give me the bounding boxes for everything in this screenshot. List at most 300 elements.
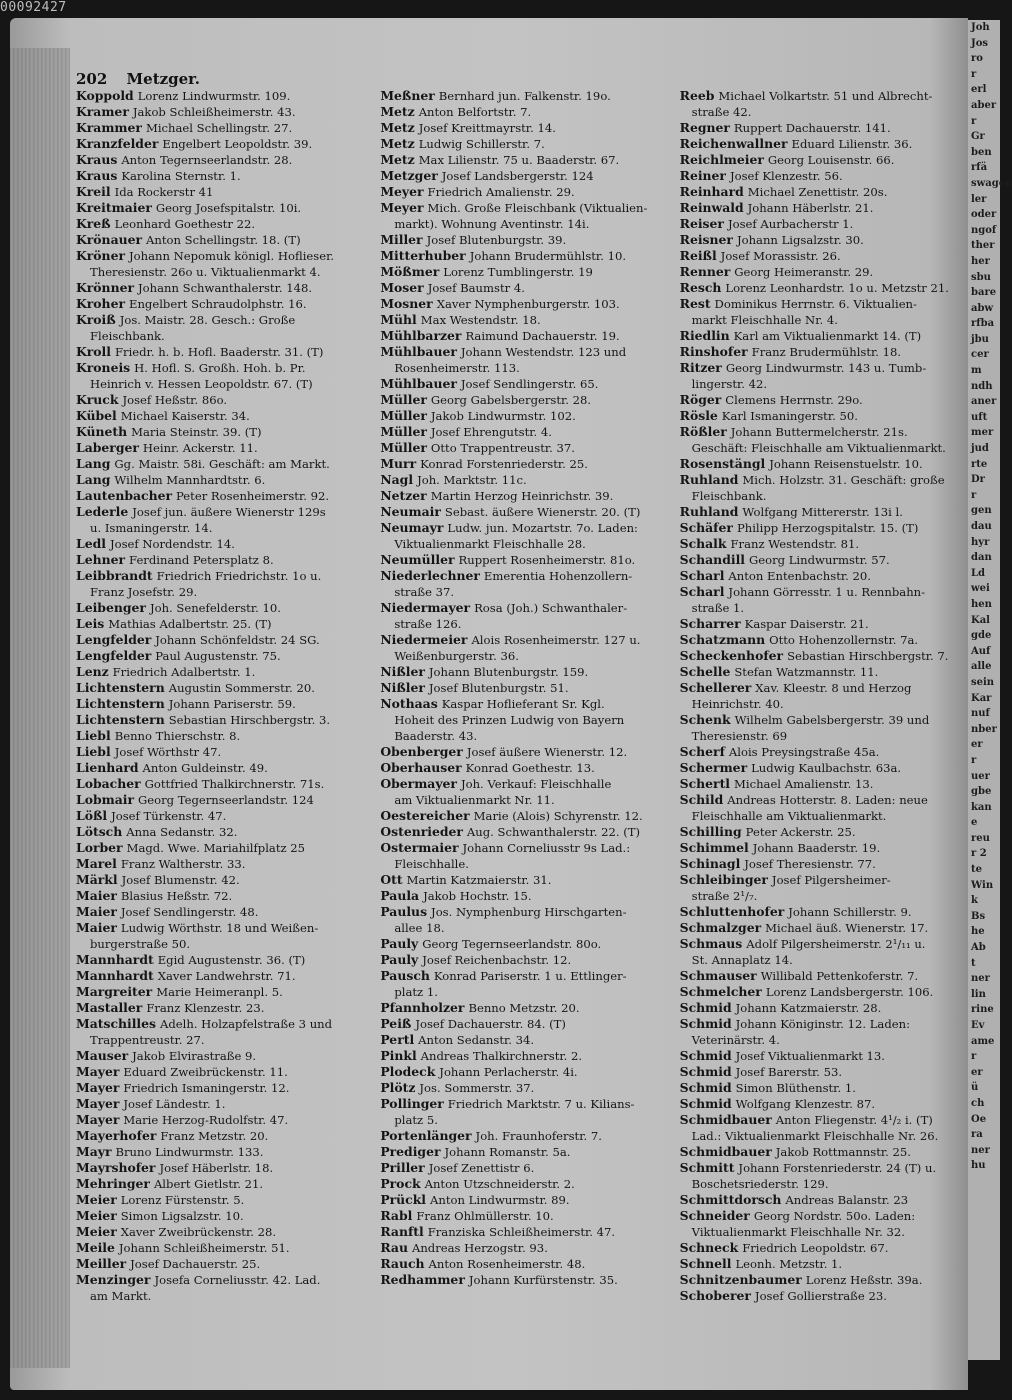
next-page-fragment: r 2	[971, 848, 987, 860]
entry-first-line	[680, 456, 966, 472]
entry-first-line	[380, 136, 673, 152]
entry-name: Oestereicher	[380, 808, 470, 823]
entry-name: Resch	[679, 280, 722, 295]
next-page-fragment: uer	[971, 770, 990, 782]
entry-detail: Friedrich Marktstr. 7 u. Kilians-	[447, 1097, 635, 1111]
entry-first-line	[380, 328, 673, 344]
entry-name: Ruhland	[679, 504, 739, 519]
entry-detail: Kaspar Hoflieferant Sr. Kgl.	[441, 697, 605, 711]
directory-entry	[76, 1160, 372, 1176]
next-page-fragment: dan	[971, 552, 992, 564]
entry-continuation: straße 37.	[394, 585, 455, 599]
entry-first-line	[76, 872, 372, 888]
entry-name: Schleibinger	[679, 872, 768, 887]
entry-detail: Johann Schleißheimerstr. 51.	[118, 1241, 290, 1255]
entry-name: Oberhauser	[380, 760, 462, 775]
entry-detail: Anton Fliegenstr. 4¹/₂ i. (T)	[775, 1113, 933, 1127]
entry-continuation: Hoheit des Prinzen Ludwig von Bayern	[394, 713, 625, 727]
directory-entry	[380, 440, 673, 456]
entry-detail: Michael Kaiserstr. 34.	[120, 409, 250, 423]
entry-name: Schluttenhofer	[679, 904, 785, 919]
entry-detail: Lorenz Heßstr. 39a.	[805, 1273, 923, 1287]
entry-continuation: Viktualienmarkt Fleischhalle Nr. 32.	[691, 1225, 905, 1239]
entry-first-line	[380, 1096, 673, 1112]
directory-entry	[680, 840, 966, 856]
entry-detail: Ruppert Rosenheimerstr. 81o.	[458, 553, 636, 567]
entry-detail: Josef Dachauerstr. 25.	[130, 1257, 261, 1271]
directory-entry	[380, 280, 673, 296]
entry-detail: Joh. Verkauf: Fleischhalle	[460, 777, 612, 791]
entry-first-line	[680, 328, 966, 344]
entry-first-line	[680, 408, 966, 424]
entry-first-line	[76, 1048, 372, 1064]
entry-name: Mühlbarzer	[380, 328, 462, 343]
next-page-fragment: nber	[971, 723, 997, 735]
entry-first-line	[380, 744, 673, 760]
entry-first-line	[76, 88, 372, 104]
entry-first-line	[680, 360, 966, 376]
entry-detail: Franz Waltherstr. 33.	[120, 857, 246, 871]
entry-first-line	[76, 408, 372, 424]
entry-name: Müller	[380, 392, 427, 407]
entry-name: Metz	[380, 120, 415, 135]
directory-entry	[680, 856, 966, 872]
entry-detail: Josef Landsbergerstr. 124	[441, 169, 594, 183]
entry-first-line	[76, 440, 372, 456]
directory-entry	[76, 776, 372, 792]
entry-first-line	[380, 152, 673, 168]
entry-detail: Josef Zenettistr 6.	[428, 1161, 535, 1175]
directory-entry	[680, 232, 966, 248]
entry-first-line	[76, 792, 372, 808]
entry-name: Murr	[380, 456, 417, 471]
entry-first-line	[680, 712, 966, 728]
entry-name: Nothaas	[380, 696, 438, 711]
directory-entry	[76, 840, 372, 856]
entry-name: Lehner	[76, 552, 126, 567]
entry-continuation: Fleischhalle.	[394, 857, 469, 871]
entry-continuation: markt Fleischhalle Nr. 4.	[691, 313, 838, 327]
next-page-fragment: mer	[971, 427, 994, 439]
entry-detail: Georg Louisenstr. 66.	[767, 153, 895, 167]
entry-first-line	[380, 456, 673, 472]
entry-first-line	[76, 760, 372, 776]
entry-first-line	[76, 712, 372, 728]
directory-entry	[76, 104, 372, 120]
entry-continuation: u. Ismaningerstr. 14.	[90, 521, 213, 535]
entry-first-line	[380, 1256, 673, 1272]
entry-name: Prückl	[380, 1192, 427, 1207]
entry-first-line	[680, 392, 966, 408]
entry-name: Pertl	[380, 1032, 415, 1047]
entry-name: Mauser	[76, 1048, 129, 1063]
entry-name: Ritzer	[679, 360, 722, 375]
entry-name: Müller	[380, 408, 427, 423]
entry-detail: Johann Forstenriederstr. 24 (T) u.	[738, 1161, 937, 1175]
entry-detail: Max Lilienstr. 75 u. Baaderstr. 67.	[418, 153, 620, 167]
entry-detail: Jakob Rottmannstr. 25.	[775, 1145, 911, 1159]
entry-first-line	[76, 808, 372, 824]
entry-detail: Magd. Wwe. Mariahilfplatz 25	[126, 841, 306, 855]
next-page-fragment: jbu	[971, 333, 989, 345]
next-page-fragment: ler	[971, 193, 987, 205]
next-page-fragment: Gr	[971, 131, 985, 143]
directory-entry	[76, 248, 372, 280]
entry-name: Meile	[76, 1240, 115, 1255]
directory-entry	[76, 168, 372, 184]
directory-entry	[380, 456, 673, 472]
entry-detail: Willibald Pettenkoferstr. 7.	[760, 969, 919, 983]
entry-continuation: Fleischbank.	[90, 329, 165, 343]
directory-entry	[680, 1096, 966, 1112]
entry-name: Lederle	[76, 504, 129, 519]
entry-first-line	[680, 1144, 966, 1160]
next-page-fragment: ame	[971, 1035, 995, 1047]
entry-name: Schelle	[679, 664, 731, 679]
entry-first-line	[76, 1176, 372, 1192]
entry-first-line	[680, 616, 966, 632]
entry-name: Scheckenhofer	[679, 648, 784, 663]
entry-continuation: Boschetsriederstr. 129.	[691, 1177, 829, 1191]
directory-entry	[380, 200, 673, 232]
entry-name: Kreitmaier	[76, 200, 152, 215]
entry-first-line	[680, 216, 966, 232]
entry-detail: Maria Steinstr. 39. (T)	[131, 425, 262, 439]
entry-first-line	[380, 472, 673, 488]
entry-name: Mößmer	[380, 264, 440, 279]
directory-entry	[680, 360, 966, 392]
directory-entry	[380, 520, 673, 552]
entry-first-line	[380, 632, 673, 648]
entry-first-line	[380, 184, 673, 200]
entry-detail: Ludwig Kaulbachstr. 63a.	[751, 761, 902, 775]
directory-entry	[680, 616, 966, 632]
directory-entry	[680, 248, 966, 264]
entry-first-line	[76, 1160, 372, 1176]
entry-first-line	[76, 1112, 372, 1128]
entry-continuation: St. Annaplatz 14.	[691, 953, 793, 967]
entry-name: Pfannholzer	[380, 1000, 465, 1015]
entry-name: Rosenstängl	[679, 456, 766, 471]
entry-first-line	[380, 376, 673, 392]
entry-first-line	[76, 152, 372, 168]
entry-first-line	[680, 744, 966, 760]
entry-detail: Egid Augustenstr. 36. (T)	[157, 953, 306, 967]
entry-detail: Franz Brudermühlstr. 18.	[751, 345, 902, 359]
next-page-fragment: cer	[971, 349, 989, 361]
next-page-fragment: hyr	[971, 536, 990, 548]
directory-entry	[380, 136, 673, 152]
entry-name: Schellerer	[679, 680, 752, 695]
entry-first-line	[76, 488, 372, 504]
entry-detail: Heinr. Ackerstr. 11.	[142, 441, 258, 455]
entry-detail: Franz Westendstr. 81.	[730, 537, 860, 551]
entry-detail: Johann Görresstr. 1 u. Rennbahn-	[728, 585, 926, 599]
directory-entry	[76, 600, 372, 616]
directory-entry	[680, 168, 966, 184]
entry-name: Reinwald	[679, 200, 744, 215]
entry-detail: Johann Reisenstuelstr. 10.	[769, 457, 923, 471]
entry-detail: Xaver Zweibrückenstr. 28.	[120, 1225, 277, 1239]
entry-first-line	[380, 1176, 673, 1192]
entry-name: Maier	[76, 888, 117, 903]
entry-continuation: Heinrichstr. 40.	[691, 697, 784, 711]
entry-first-line	[680, 680, 966, 696]
next-page-fragment: ther	[971, 240, 995, 252]
entry-detail: Josef Häberlstr. 18.	[159, 1161, 274, 1175]
entry-name: Schoberer	[679, 1288, 751, 1303]
directory-entry	[76, 424, 372, 440]
entry-name: Schertl	[679, 776, 730, 791]
directory-entry	[680, 824, 966, 840]
entry-name: Kraus	[76, 168, 118, 183]
entry-first-line	[680, 88, 966, 104]
directory-entry	[76, 1048, 372, 1064]
entry-first-line	[76, 728, 372, 744]
entry-name: Niederlechner	[380, 568, 480, 583]
entry-first-line	[680, 536, 966, 552]
entry-detail: Anton Utzschneiderstr. 2.	[424, 1177, 575, 1191]
entry-first-line	[680, 200, 966, 216]
entry-first-line	[380, 280, 673, 296]
directory-entry	[680, 1256, 966, 1272]
entry-name: Mannhardt	[76, 968, 154, 983]
entry-detail: Bernhard jun. Falkenstr. 19o.	[438, 89, 611, 103]
entry-detail: Johann Katzmaierstr. 28.	[735, 1001, 882, 1015]
entry-first-line	[380, 1240, 673, 1256]
entry-name: Kröner	[76, 248, 125, 263]
directory-entry	[680, 280, 966, 296]
next-page-fragment: Oe	[971, 1113, 987, 1125]
entry-detail: Josef Aurbacherstr 1.	[727, 217, 854, 231]
entry-name: Meier	[76, 1192, 117, 1207]
entry-first-line	[680, 152, 966, 168]
next-page-fragment: e	[971, 817, 978, 829]
entry-name: Scharl	[679, 568, 725, 583]
next-page-fragment: gde	[971, 630, 992, 642]
entry-detail: Lorenz Lindwurmstr. 109.	[137, 89, 291, 103]
entry-continuation: platz 5.	[394, 1113, 438, 1127]
entry-name: Schmid	[679, 1000, 732, 1015]
entry-detail: Marie (Alois) Schyrenstr. 12.	[473, 809, 643, 823]
entry-name: Lengfelder	[76, 632, 152, 647]
entry-continuation: Geschäft: Fleischhalle am Viktualienmarkt.	[691, 441, 946, 455]
entry-detail: Josef Kreittmayrstr. 14.	[418, 121, 556, 135]
entry-detail: Ludw. jun. Mozartstr. 7o. Laden:	[447, 521, 638, 535]
directory-entry	[380, 1192, 673, 1208]
entry-first-line	[380, 392, 673, 408]
directory-entry	[380, 424, 673, 440]
next-page-fragment: sbu	[971, 271, 991, 283]
directory-entry	[680, 184, 966, 200]
entry-detail: Friedrich Amalienstr. 29.	[427, 185, 575, 199]
directory-entry	[380, 296, 673, 312]
directory-entry	[76, 344, 372, 360]
entry-detail: Gottfried Thalkirchnerstr. 71s.	[144, 777, 325, 791]
entry-detail: Johann Schillerstr. 9.	[788, 905, 912, 919]
next-page-fragment: Win	[971, 879, 994, 891]
directory-entry	[76, 200, 372, 216]
section-title: Metzger.	[126, 70, 200, 88]
directory-entry	[380, 744, 673, 760]
entry-name: Liebl	[76, 728, 111, 743]
entry-first-line	[76, 360, 372, 376]
entry-name: Lorber	[76, 840, 123, 855]
directory-entry	[680, 1288, 966, 1304]
directory-entry	[76, 1192, 372, 1208]
directory-entry	[76, 312, 372, 344]
directory-entry	[680, 680, 966, 712]
entry-first-line	[380, 296, 673, 312]
entry-detail: Sebastian Hirschbergstr. 3.	[168, 713, 331, 727]
entry-detail: Josef Viktualienmarkt 13.	[735, 1049, 885, 1063]
entry-detail: Georg Lindwurmstr. 143 u. Tumb-	[725, 361, 927, 375]
entry-first-line	[76, 1240, 372, 1256]
directory-entry	[76, 1112, 372, 1128]
entry-detail: Konrad Goethestr. 13.	[465, 761, 595, 775]
entry-detail: Ferdinand Petersplatz 8.	[129, 553, 274, 567]
entry-first-line	[680, 232, 966, 248]
directory-entry	[76, 1144, 372, 1160]
entry-detail: Clemens Herrnstr. 29o.	[725, 393, 863, 407]
entry-name: Schmauser	[679, 968, 757, 983]
entry-detail: Simon Ligsalzstr. 10.	[120, 1209, 244, 1223]
entry-name: Schmittdorsch	[679, 1192, 782, 1207]
entry-name: Kroiß	[76, 312, 116, 327]
entry-first-line	[380, 488, 673, 504]
entry-detail: Lorenz Leonhardstr. 1o u. Metzstr 21.	[725, 281, 949, 295]
next-page-fragment: Jos	[971, 37, 989, 49]
entry-name: Riedlin	[679, 328, 730, 343]
entry-continuation: Fleischbank.	[691, 489, 767, 503]
entry-detail: Philipp Herzogspitalstr. 15. (T)	[736, 521, 919, 535]
directory-entry	[680, 968, 966, 984]
entry-name: Kranzfelder	[76, 136, 159, 151]
directory-entry	[380, 664, 673, 680]
entry-first-line	[76, 696, 372, 712]
directory-entry	[76, 472, 372, 488]
entry-name: Mannhardt	[76, 952, 154, 967]
entry-first-line	[680, 776, 966, 792]
entry-name: Reiser	[679, 216, 724, 231]
entry-name: Metz	[380, 104, 415, 119]
entry-name: Pinkl	[380, 1048, 417, 1063]
entry-detail: Otto Hohenzollernstr. 7a.	[769, 633, 919, 647]
entry-first-line	[380, 1016, 673, 1032]
directory-entry	[380, 152, 673, 168]
entry-first-line	[680, 552, 966, 568]
directory-entry	[680, 1064, 966, 1080]
entry-detail: Georg Lindwurmstr. 57.	[748, 553, 890, 567]
next-page-fragment: Ld	[971, 567, 986, 579]
entry-detail: Xav. Kleestr. 8 und Herzog	[755, 681, 912, 695]
directory-entry	[380, 1016, 673, 1032]
directory-entry	[76, 712, 372, 728]
next-page-fragment: lin	[971, 988, 986, 1000]
entry-name: Rößler	[679, 424, 727, 439]
entry-first-line	[76, 1080, 372, 1096]
entry-name: Reißl	[679, 248, 717, 263]
entry-first-line	[680, 1256, 966, 1272]
directory-entry	[76, 456, 372, 472]
entry-detail: Eduard Zweibrückenstr. 11.	[123, 1065, 288, 1079]
directory-entry	[680, 792, 966, 824]
entry-name: Marel	[76, 856, 117, 871]
entry-detail: Jakob Lindwurmstr. 102.	[430, 409, 576, 423]
entry-detail: Jakob Elvirastraße 9.	[132, 1049, 257, 1063]
entry-detail: Josef Blumenstr. 42.	[121, 873, 240, 887]
entry-name: Mühlbauer	[380, 376, 457, 391]
entry-first-line	[76, 1272, 372, 1288]
entry-continuation: Baaderstr. 43.	[394, 729, 478, 743]
directory-entry	[76, 280, 372, 296]
entry-detail: Michael Volkartstr. 51 und Albrecht-	[718, 89, 933, 103]
entry-name: Müller	[380, 424, 427, 439]
next-page-fragment: rine	[971, 1004, 994, 1016]
entry-name: Kraus	[76, 152, 118, 167]
entry-name: Meyer	[380, 200, 424, 215]
entry-detail: Josefa Corneliusstr. 42. Lad.	[154, 1273, 321, 1287]
entry-first-line	[76, 1128, 372, 1144]
directory-entry	[380, 1096, 673, 1128]
directory-entry	[380, 808, 673, 824]
entry-first-line	[680, 1064, 966, 1080]
directory-entry	[380, 1240, 673, 1256]
next-page-fragment: bare	[971, 287, 997, 299]
entry-first-line	[380, 1064, 673, 1080]
directory-entry	[680, 872, 966, 904]
entry-first-line	[380, 1048, 673, 1064]
directory-entry	[76, 1128, 372, 1144]
directory-entry	[680, 536, 966, 552]
entry-detail: Alois Rosenheimerstr. 127 u.	[471, 633, 641, 647]
entry-detail: Josef Morassistr. 26.	[720, 249, 841, 263]
entry-detail: Josef Reichenbachstr. 12.	[422, 953, 572, 967]
column-3	[680, 88, 966, 1388]
entry-detail: Friedrich Leopoldstr. 67.	[742, 1241, 889, 1255]
entry-detail: Georg Josefspitalstr. 10i.	[155, 201, 302, 215]
directory-entry	[380, 1272, 673, 1288]
entry-detail: Andreas Herzogstr. 93.	[411, 1241, 548, 1255]
entry-detail: Albert Gietlstr. 21.	[153, 1177, 264, 1191]
entry-first-line	[680, 264, 966, 280]
entry-name: Schnitzenbaumer	[679, 1272, 802, 1287]
entry-detail: Anton Sedanstr. 34.	[418, 1033, 535, 1047]
entry-name: Reichlmeier	[679, 152, 764, 167]
entry-name: Schmid	[679, 1080, 732, 1095]
entry-name: Reichenwallner	[679, 136, 788, 151]
directory-entry	[380, 1080, 673, 1096]
directory-entry	[680, 520, 966, 536]
entry-first-line	[76, 984, 372, 1000]
entry-detail: Josef Ländestr. 1.	[123, 1097, 226, 1111]
directory-entry	[680, 504, 966, 520]
directory-entry	[380, 264, 673, 280]
entry-detail: Johann Pariserstr. 59.	[168, 697, 296, 711]
entry-detail: Johann Corneliusstr 9s Lad.:	[462, 841, 631, 855]
entry-detail: Wolfgang Klenzestr. 87.	[735, 1097, 876, 1111]
entry-name: Rabl	[380, 1208, 413, 1223]
directory-entry	[680, 1272, 966, 1288]
entry-detail: Josef Gollierstraße 23.	[754, 1289, 887, 1303]
entry-name: Schmidbauer	[679, 1112, 772, 1127]
entry-name: Reiner	[679, 168, 726, 183]
directory-entry	[76, 1224, 372, 1240]
entry-detail: Johann Blutenburgstr. 159.	[428, 665, 589, 679]
entry-first-line	[380, 200, 673, 216]
directory-entry	[380, 472, 673, 488]
entry-name: Lang	[76, 456, 111, 471]
